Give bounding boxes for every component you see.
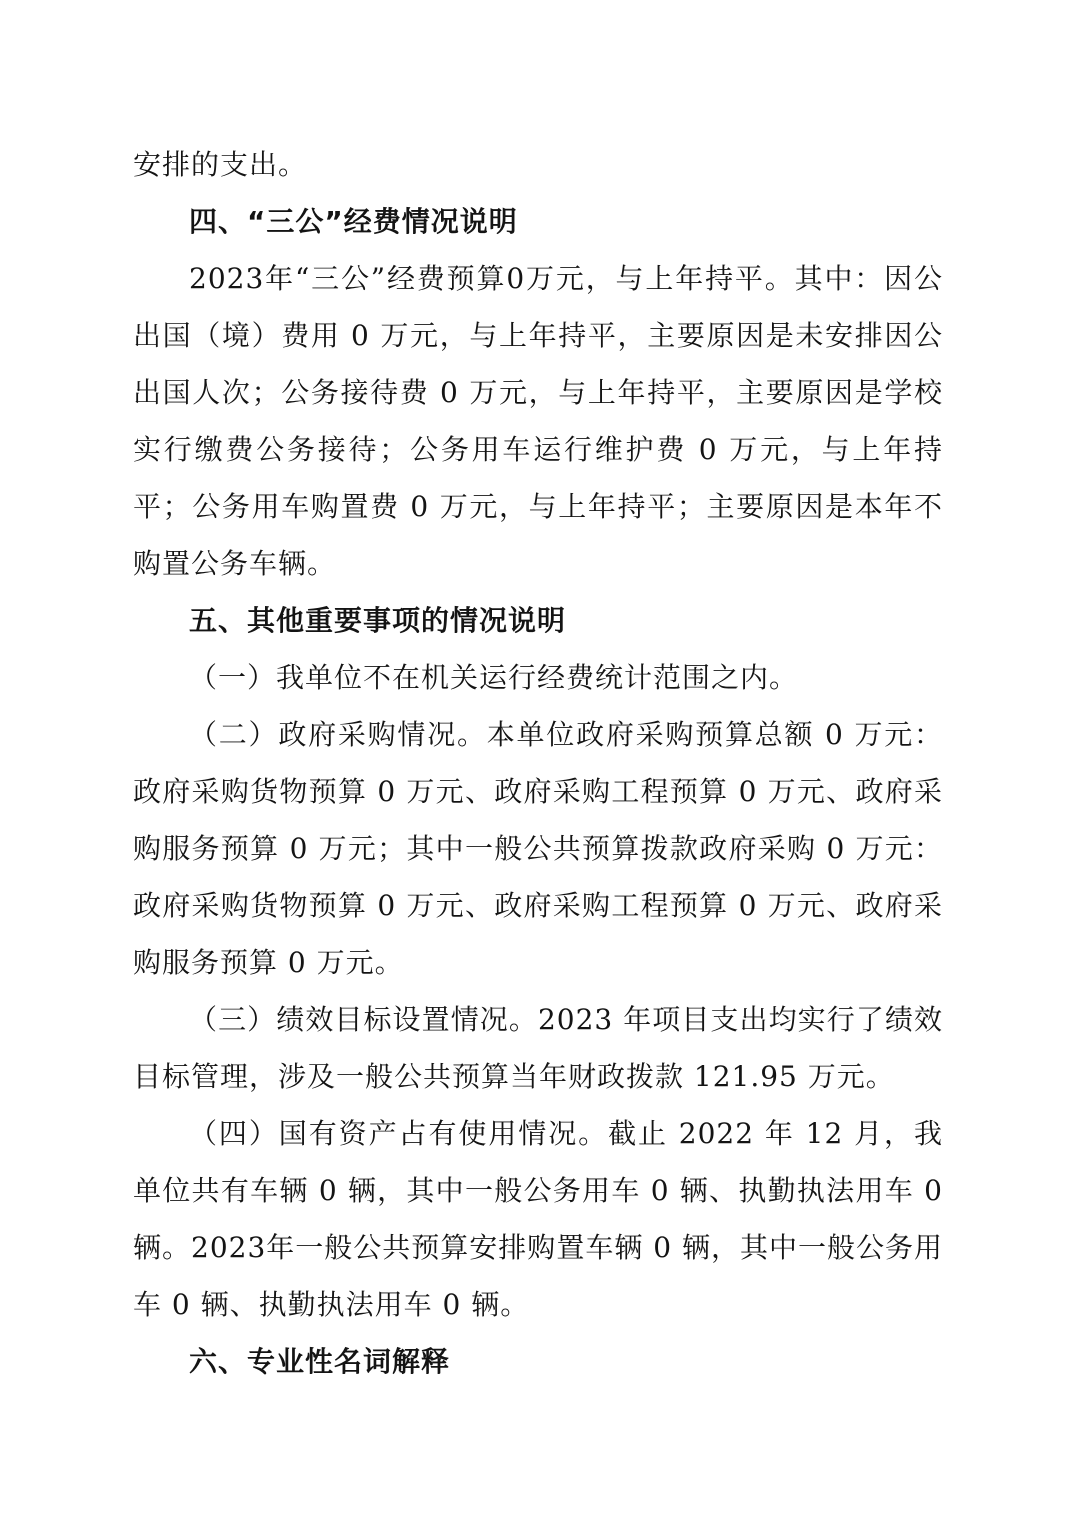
section-heading-sangong: 四、“三公”经费情况说明 <box>189 205 518 238</box>
sangong-paragraph: 2023年“三公”经费预算0万元，与上年持平。其中：因公出国（境）费用 0 万元，与上年持平，主要原因是未安排因公出国人次；公务接待费 0 万元，与上年持平，主要原因是学校实行缴费公务接待；公务用车运行维护费 0 万元，与上年持平；公务用车购置费 0 万元，与上年持平；主要原因是本年不购置公务车辆。 <box>133 262 943 580</box>
assets-paragraph: （四）国有资产占有使用情况。截止 2022 年 12 月，我单位共有车辆 0 辆，其中一般公务用车 0 辆、执勤执法用车 0 辆。2023年一般公共预算安排购置车辆 0 辆，其中一般公务用车 0 辆、执勤执法用车 0 辆。 <box>133 1117 943 1321</box>
document-body <box>133 136 943 1390</box>
continuation-paragraph: 安排的支出。 <box>133 148 308 181</box>
section-heading-other-matters: 五、其他重要事项的情况说明 <box>189 604 567 637</box>
section-heading-glossary: 六、专业性名词解释 <box>189 1345 451 1378</box>
operating-cost-paragraph: （一）我单位不在机关运行经费统计范围之内。 <box>189 661 799 694</box>
performance-paragraph: （三）绩效目标设置情况。2023 年项目支出均实行了绩效目标管理，涉及一般公共预算当年财政拨款 121.95 万元。 <box>133 1003 943 1093</box>
procurement-paragraph: （二）政府采购情况。本单位政府采购预算总额 0 万元：政府采购货物预算 0 万元、政府采购工程预算 0 万元、政府采购服务预算 0 万元；其中一般公共预算拨款政府采购 0 万元：政府采购货物预算 0 万元、政府采购工程预算 0 万元、政府采购服务预算 0 万元。 <box>133 718 943 979</box>
